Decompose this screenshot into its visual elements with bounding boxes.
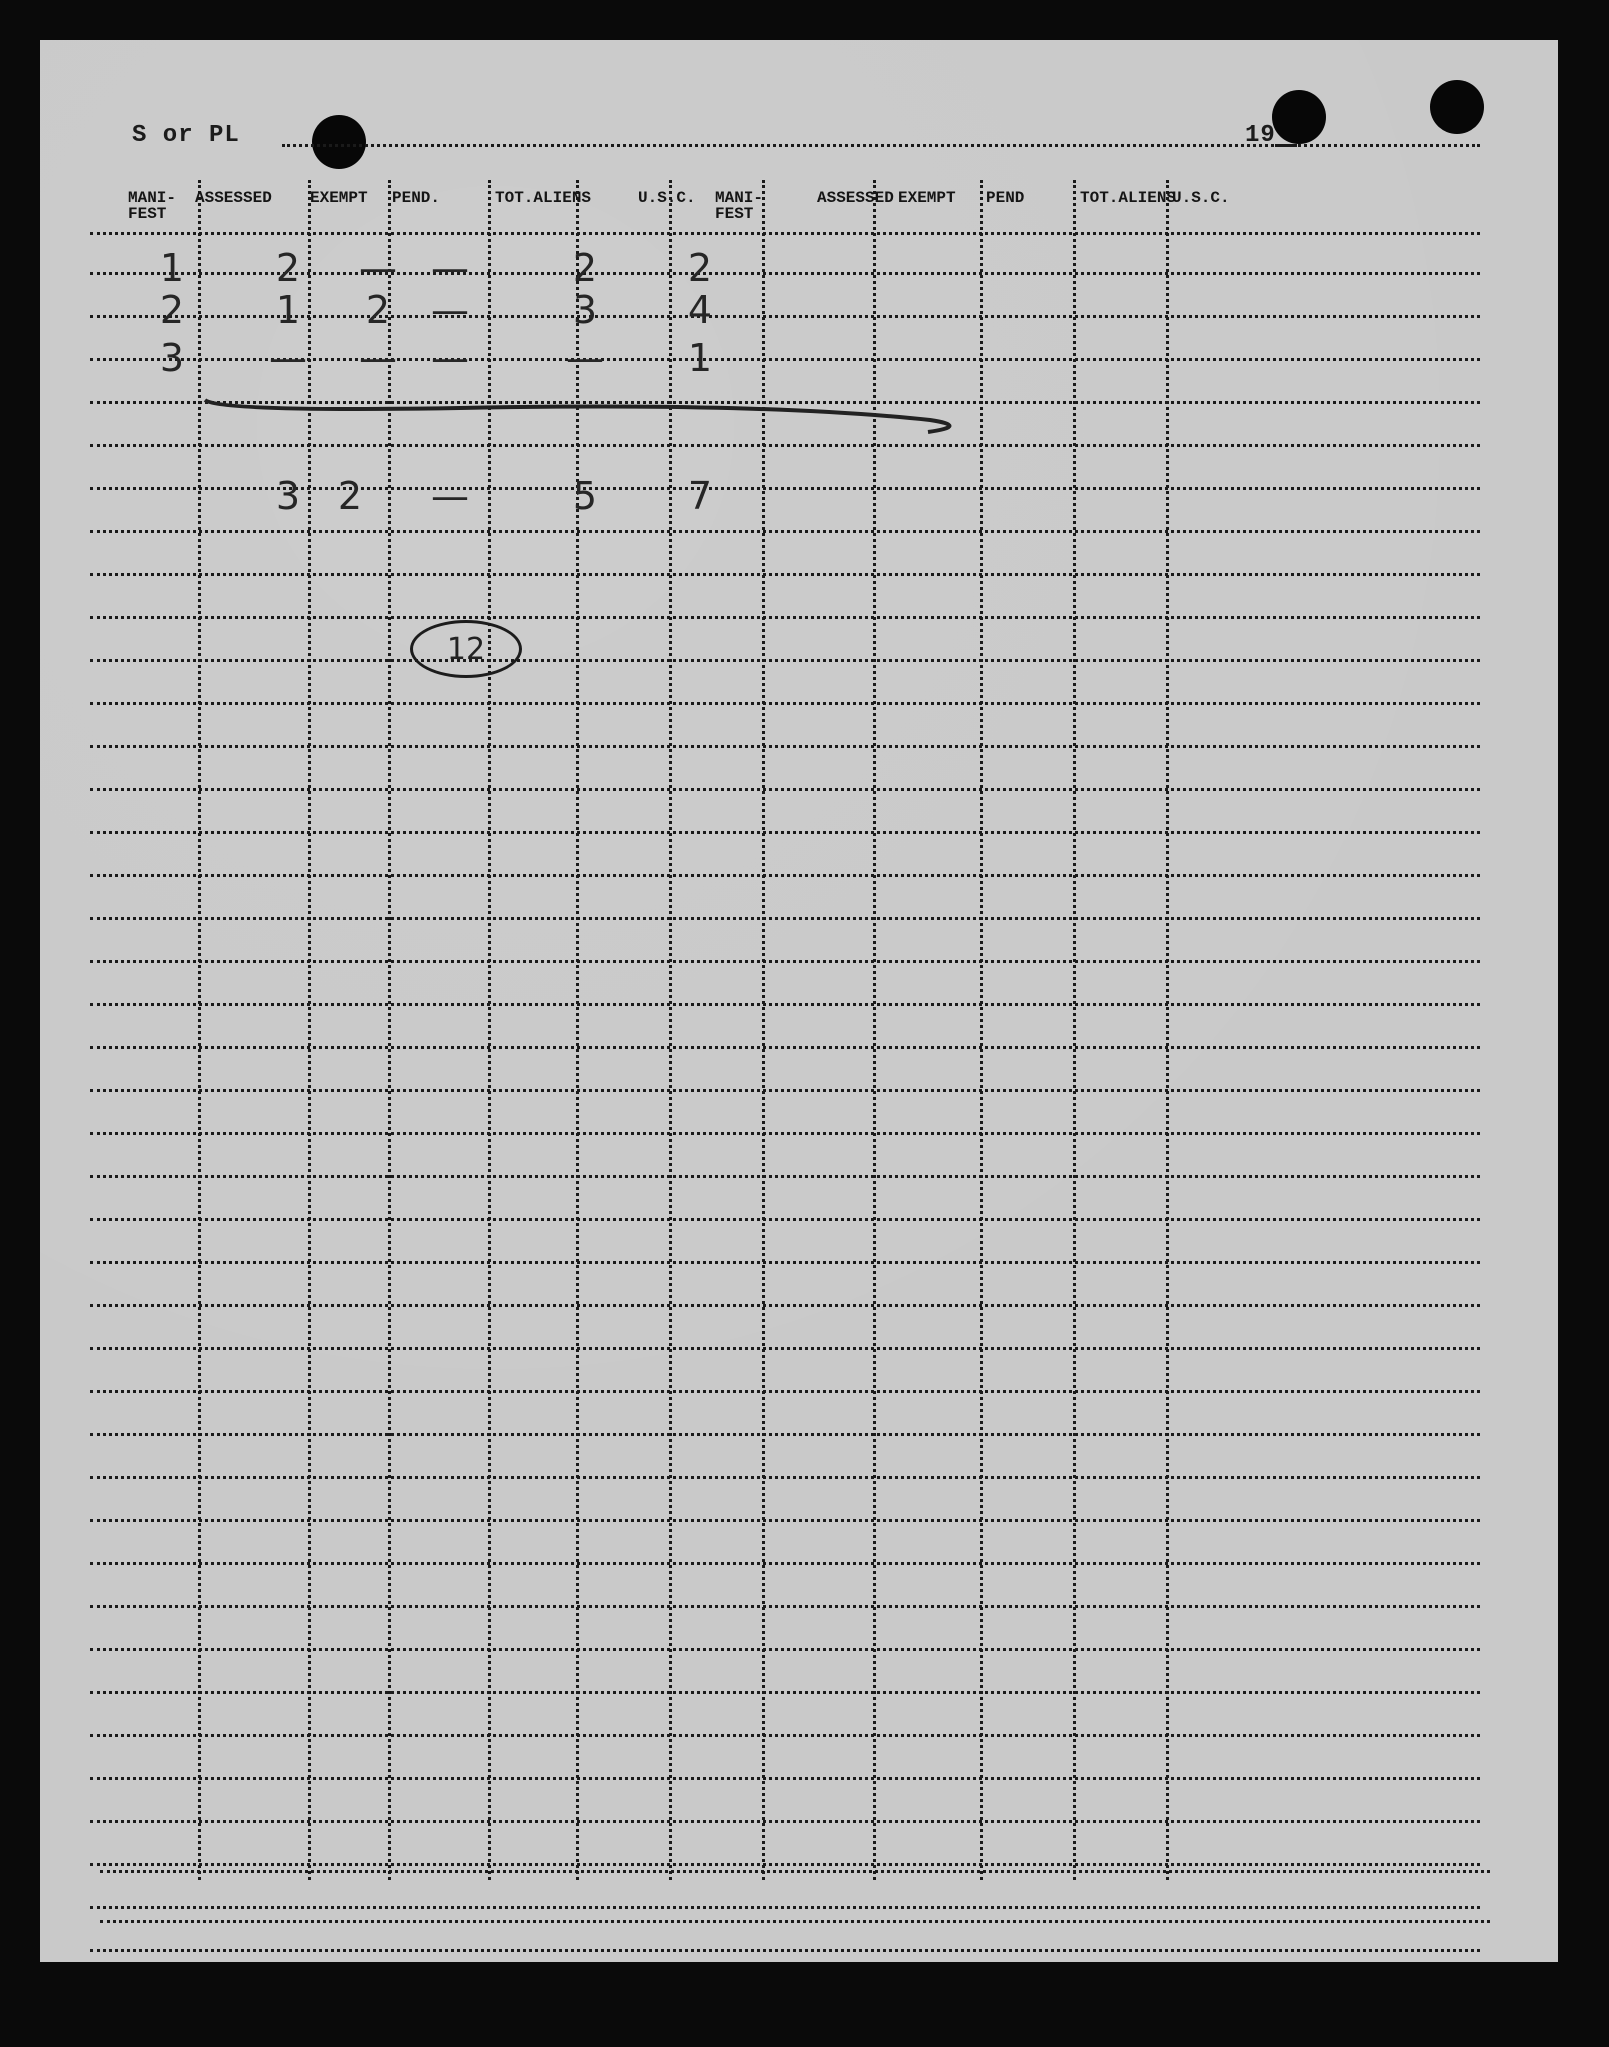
form-header-year: 19 — [1245, 122, 1276, 149]
handwritten-entry: — — [431, 246, 469, 291]
grid-row-line — [90, 1777, 1480, 1780]
grid-row-line — [90, 917, 1480, 920]
column-header: TOT.ALIENS — [495, 189, 592, 207]
column-header: PEND. — [392, 189, 441, 207]
total-underline-stroke — [40, 40, 1558, 540]
handwritten-entry: 3 — [159, 336, 185, 381]
grid-row-line — [90, 616, 1480, 619]
grid-row-line — [90, 1820, 1480, 1823]
grid-row-line — [90, 1304, 1480, 1307]
grid-row-line — [90, 1003, 1480, 1006]
grid-row-line — [90, 1175, 1480, 1178]
grid-row-line — [90, 1605, 1480, 1608]
grid-row-line — [90, 1433, 1480, 1436]
handwritten-entry: 2 — [365, 288, 391, 333]
column-header: EXEMPT — [898, 189, 956, 207]
circled-total-value: 12 — [446, 631, 486, 667]
grid-row-line — [90, 702, 1480, 705]
handwritten-entry: — — [431, 336, 469, 381]
grid-row-line — [90, 1519, 1480, 1522]
grid-row-line — [90, 1089, 1480, 1092]
grid-row-line — [90, 659, 1480, 662]
handwritten-entry: — — [359, 246, 397, 291]
grid-row-line — [90, 1734, 1480, 1737]
column-header: EXEMPT — [310, 189, 368, 207]
bottom-line-2 — [100, 1920, 1490, 1923]
handwritten-entry: 4 — [687, 288, 713, 333]
handwritten-entry: — — [431, 288, 469, 333]
grid-row-line — [90, 573, 1480, 576]
grid-row-line — [90, 745, 1480, 748]
handwritten-entry: — — [269, 336, 307, 381]
handwritten-entry: 1 — [275, 288, 301, 333]
grid-row-line — [90, 831, 1480, 834]
grid-row-line — [90, 1562, 1480, 1565]
handwritten-entry: — — [566, 336, 604, 381]
handwritten-total: 3 — [275, 474, 301, 519]
grid-row-line — [90, 1347, 1480, 1350]
grid-row-line — [90, 874, 1480, 877]
handwritten-entry: 1 — [159, 246, 185, 291]
form-sheet — [40, 40, 1558, 1962]
grid-row-line — [90, 1261, 1480, 1264]
grid-row-line — [90, 1906, 1480, 1909]
handwritten-total: 5 — [572, 474, 598, 519]
handwritten-total: 7 — [687, 474, 713, 519]
column-header: PEND — [986, 189, 1025, 207]
column-header: MANI- FEST — [715, 189, 764, 223]
column-header: U.S.C. — [638, 189, 696, 207]
handwritten-total: 2 — [337, 474, 363, 519]
handwritten-entry: 1 — [687, 336, 713, 381]
column-header: TOT.ALIENS — [1080, 189, 1177, 207]
handwritten-entry: 2 — [275, 246, 301, 291]
handwritten-entry: 2 — [572, 246, 598, 291]
underline-path — [205, 400, 950, 432]
handwritten-entry: 2 — [159, 288, 185, 333]
column-header: ASSESSED — [817, 189, 894, 207]
handwritten-entry: 2 — [687, 246, 713, 291]
handwritten-entry: 3 — [572, 288, 598, 333]
form-header-left: S or PL — [132, 122, 240, 149]
handwritten-total: — — [431, 474, 469, 519]
grid-row-line — [90, 1132, 1480, 1135]
grid-row-line — [90, 1648, 1480, 1651]
grid-row-line — [90, 1863, 1480, 1866]
grid-row-line — [90, 1691, 1480, 1694]
grid-row-line — [90, 1046, 1480, 1049]
grid-row-line — [90, 1390, 1480, 1393]
grid-row-line — [90, 1476, 1480, 1479]
circled-total-note — [410, 620, 522, 678]
grid-row-line — [90, 788, 1480, 791]
column-header: MANI- FEST — [128, 189, 177, 223]
grid-row-line — [90, 1949, 1480, 1952]
grid-row-line — [90, 1218, 1480, 1221]
column-header: U.S.C. — [1172, 189, 1230, 207]
grid-row-line — [90, 960, 1480, 963]
column-header: ASSESSED — [195, 189, 272, 207]
handwritten-entry: — — [359, 336, 397, 381]
